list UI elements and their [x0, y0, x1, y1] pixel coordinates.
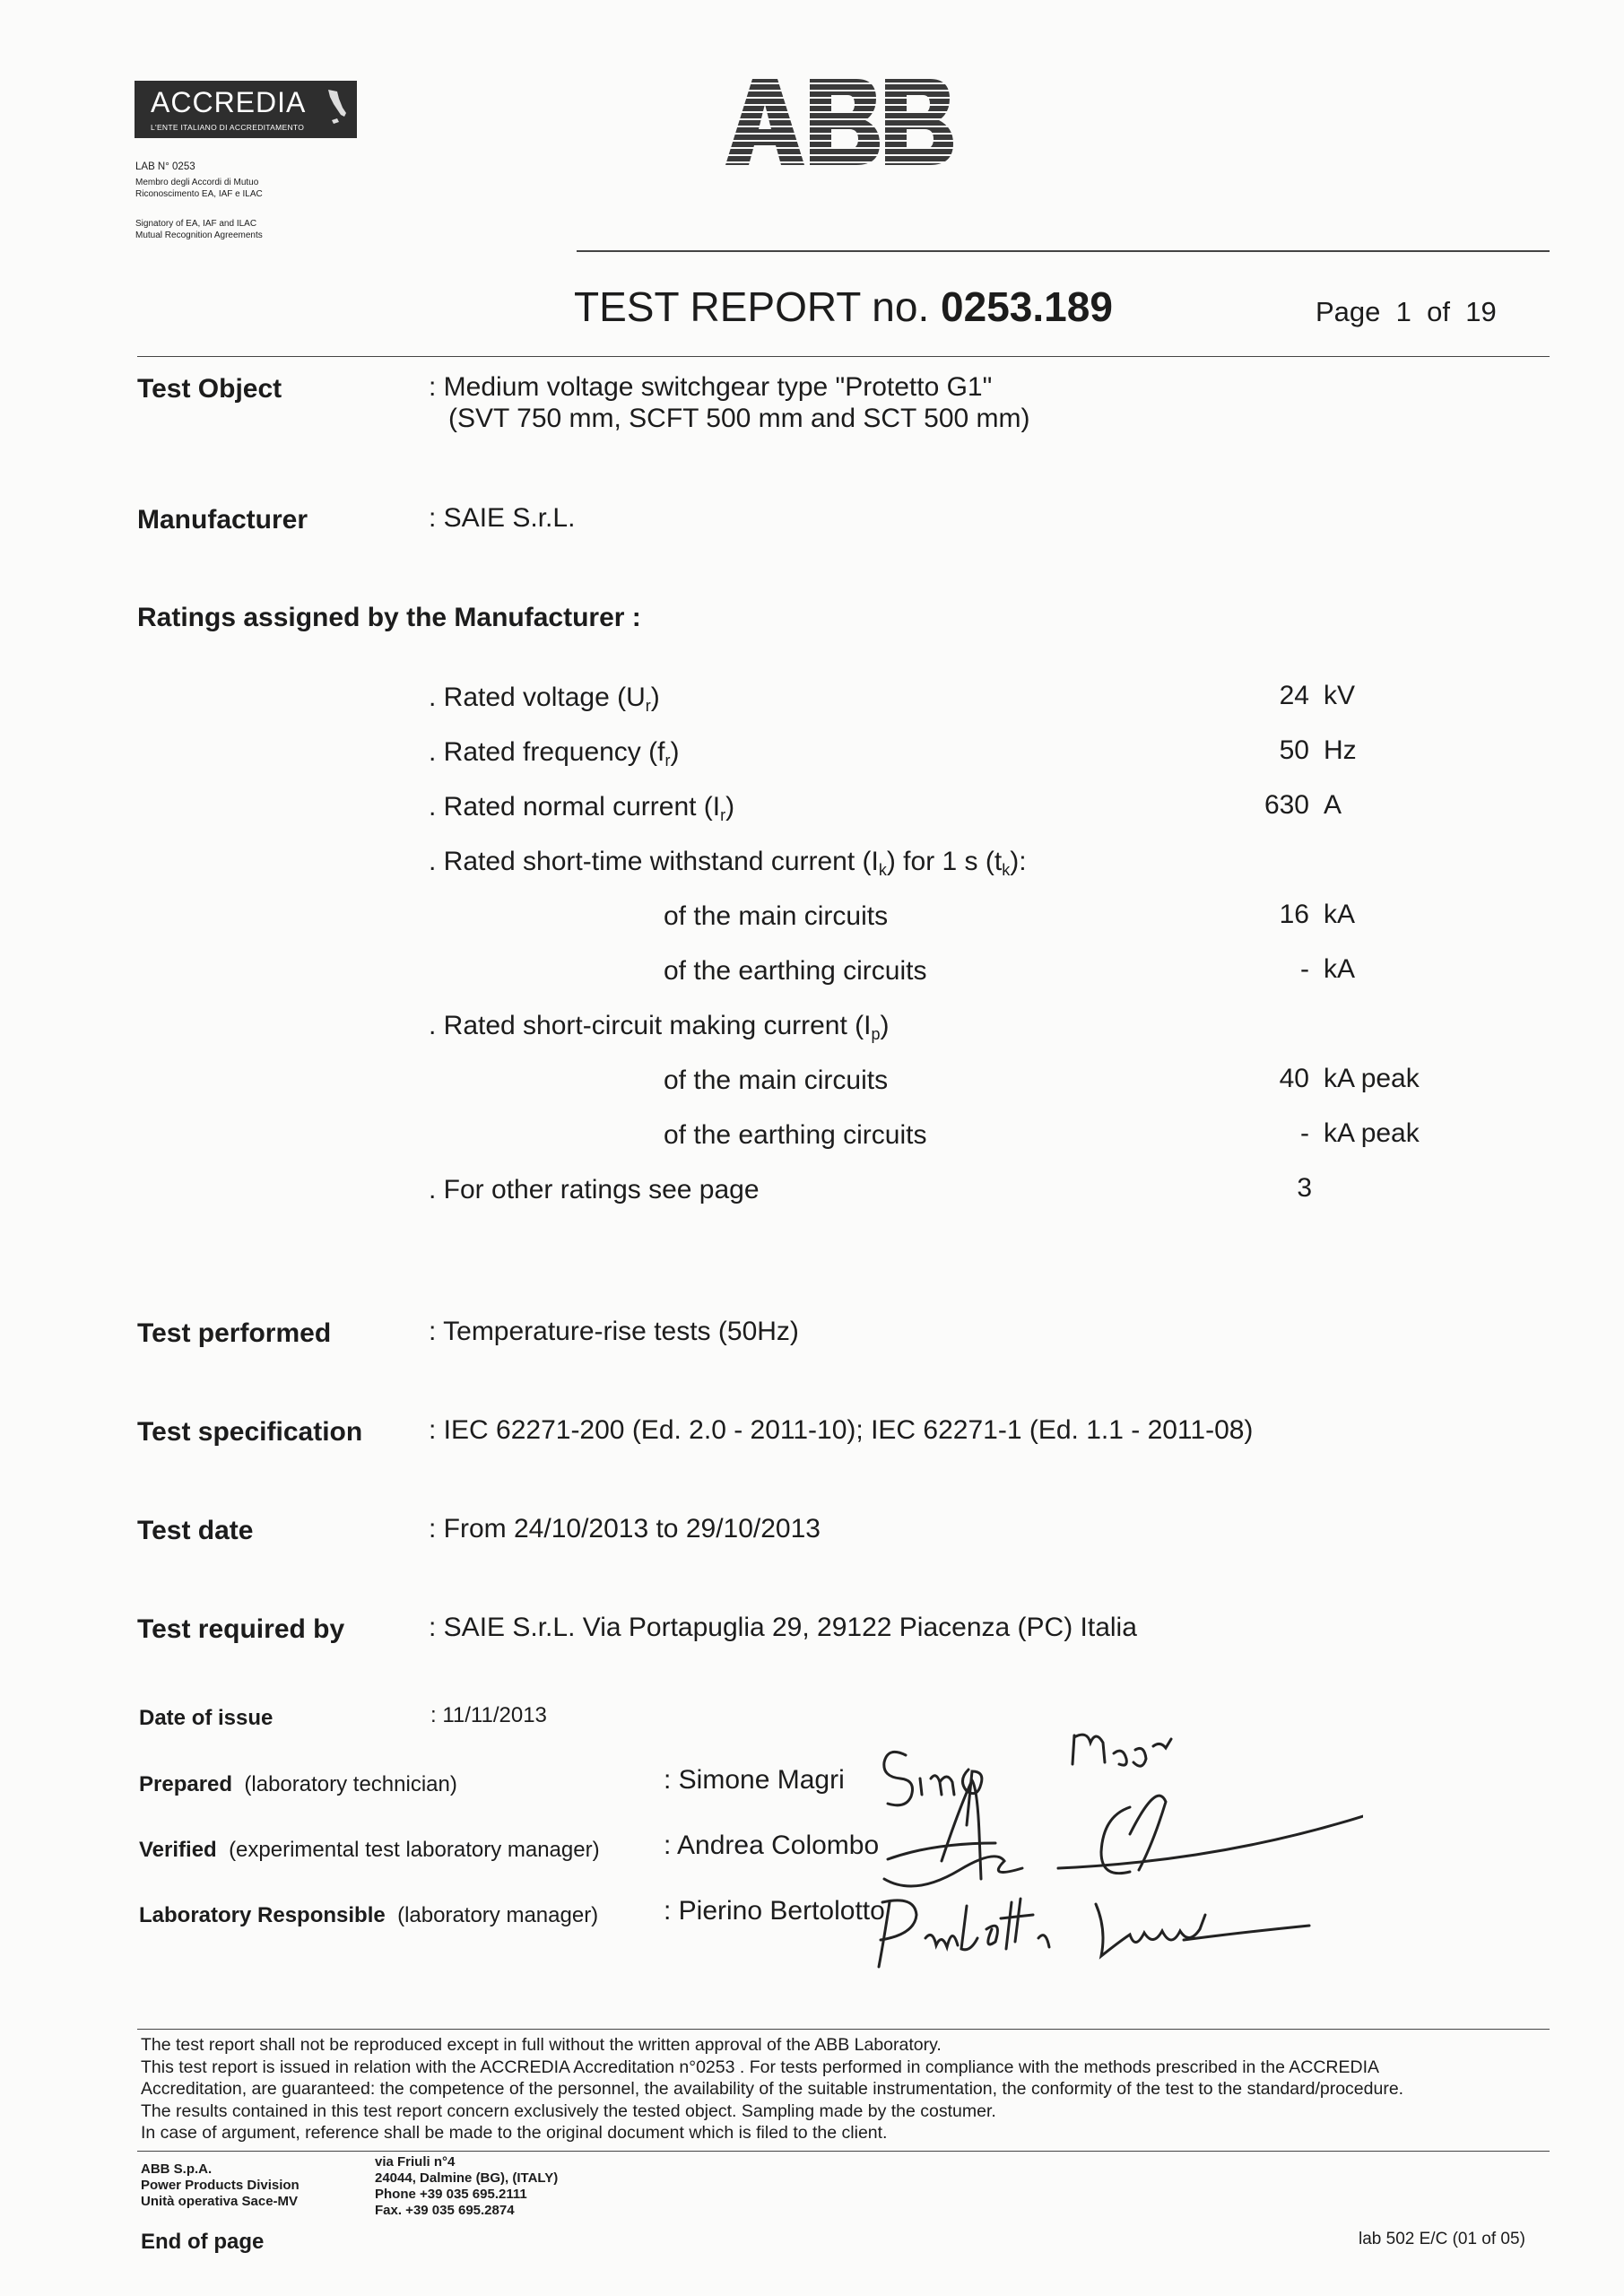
test-specification-label: Test specification: [137, 1417, 363, 1447]
footer-address: [375, 2154, 558, 2219]
short-time-current-label: . Rated short-time withstand current $(I_k)$ for 1 s $(t_k)$:: [429, 847, 1027, 879]
footer-city: 24044, Dalmine (BG), (ITALY): [375, 2170, 559, 2186]
verified-name: : Andrea Colombo: [664, 1831, 880, 1860]
footer-fax: Fax. +39 035 695.2874: [375, 2203, 515, 2218]
page-label: Page: [1316, 296, 1381, 327]
page-current: 1: [1395, 296, 1411, 327]
manufacturer-label: Manufacturer: [137, 505, 308, 535]
mk-earthing-circuits-unit: kA peak: [1324, 1118, 1420, 1148]
date-of-issue-label: Date of issue: [139, 1706, 274, 1730]
page-indicator: [1316, 296, 1497, 328]
other-ratings-label: . For other ratings see page: [429, 1175, 760, 1205]
footer-company-name: ABB S.p.A.: [141, 2161, 213, 2177]
disclaimer-line: In case of argument, reference shall be made to the original document which is filed to the client.: [141, 2123, 888, 2143]
rated-voltage-label: . Rated voltage $(U_r)$: [429, 683, 660, 715]
st-main-circuits-unit: kA: [1324, 900, 1356, 929]
disclaimer-line: This test report is issued in relation with the ACCREDIA Accreditation n°0253 . For tests performed in compliance with the methods prescribed in the ACCREDIA: [141, 2057, 1380, 2077]
manufacturer-value: : SAIE S.r.L.: [429, 503, 576, 533]
disclaimer: [141, 2034, 1558, 2144]
italy-icon: [325, 88, 348, 129]
prepared-label: Prepared (laboratory technician): [139, 1772, 457, 1796]
mk-earthing-circuits-label: of the earthing circuits: [664, 1120, 927, 1150]
footer-unit: Unità operativa Sace-MV: [141, 2194, 299, 2209]
rated-voltage-value: 24: [1279, 681, 1309, 710]
disclaimer-rule-bottom: [137, 2151, 1550, 2152]
handwritten-signatures: [861, 1726, 1363, 1978]
making-current-label: . Rated short-circuit making current $(I_p)$: [429, 1011, 890, 1043]
footer-division: Power Products Division: [141, 2178, 300, 2193]
mk-earthing-circuits-value: -: [1300, 1118, 1309, 1148]
test-required-by-label: Test required by: [137, 1614, 345, 1644]
header-rule: [577, 250, 1550, 252]
st-earthing-circuits-value: -: [1300, 954, 1309, 984]
accredia-name: ACCREDIA: [151, 86, 307, 118]
disclaimer-line: Accreditation, are guaranteed: the competence of the personnel, the availability of the suitable instrumentation, the conformity of the test to the standard/procedure.: [141, 2079, 1404, 2099]
test-specification-value: : IEC 62271-200 (Ed. 2.0 - 2011-10); IEC 62271-1 (Ed. 1.1 - 2011-08): [429, 1415, 1254, 1445]
rated-frequency-value: 50: [1279, 735, 1309, 765]
footer-company: [141, 2161, 300, 2210]
rated-normal-current-value: 630: [1264, 790, 1309, 820]
date-of-issue-value: : 11/11/2013: [430, 1703, 547, 1727]
st-main-circuits-value: 16: [1279, 900, 1309, 929]
mk-main-circuits-value: 40: [1279, 1064, 1309, 1093]
signatory-line-1: Signatory of EA, IAF and ILAC: [135, 219, 257, 229]
test-object-value: : Medium voltage switchgear type "Protetto G1": [429, 372, 993, 402]
st-earthing-circuits-label: of the earthing circuits: [664, 956, 927, 986]
disclaimer-rule-top: [137, 2029, 1550, 2030]
footer-street: via Friuli n°4: [375, 2154, 456, 2170]
ratings-heading: Ratings assigned by the Manufacturer :: [137, 603, 641, 632]
end-of-page: End of page: [141, 2230, 265, 2254]
rated-normal-current-unit: A: [1324, 790, 1342, 820]
responsible-name: : Pierino Bertolotto: [664, 1896, 885, 1926]
lab-description-2: Riconoscimento EA, IAF e ILAC: [135, 189, 263, 199]
test-date-label: Test date: [137, 1516, 254, 1545]
prepared-name: : Simone Magri: [664, 1765, 845, 1795]
other-ratings-page: 3: [1297, 1173, 1312, 1203]
rated-frequency-label: . Rated frequency $(f_r)$: [429, 737, 680, 770]
accredia-logo: [135, 81, 357, 138]
disclaimer-line: The test report shall not be reproduced except in full without the written approval of the ABB Laboratory.: [141, 2035, 942, 2055]
test-object-label: Test Object: [137, 374, 282, 404]
rated-frequency-unit: Hz: [1324, 735, 1357, 765]
footer-phone: Phone +39 035 695.2111: [375, 2187, 527, 2202]
lab-description-1: Membro degli Accordi di Mutuo: [135, 178, 259, 187]
test-date-value: : From 24/10/2013 to 29/10/2013: [429, 1514, 821, 1544]
rated-normal-current-label: . Rated normal current $(I_r)$: [429, 792, 735, 824]
abb-logo: [722, 77, 955, 167]
mk-main-circuits-label: of the main circuits: [664, 1065, 889, 1095]
report-title: [574, 283, 1113, 331]
form-code: lab 502 E/C (01 of 05): [1359, 2230, 1525, 2248]
st-earthing-circuits-unit: kA: [1324, 954, 1356, 984]
page-total: 19: [1465, 296, 1497, 327]
rated-voltage-unit: kV: [1324, 681, 1356, 710]
signatory-line-2: Mutual Recognition Agreements: [135, 230, 263, 240]
test-required-by-value: : SAIE S.r.L. Via Portapuglia 29, 29122 Piacenza (PC) Italia: [429, 1613, 1137, 1642]
report-number: 0253.189: [941, 283, 1113, 330]
test-performed-value: : Temperature-rise tests (50Hz): [429, 1317, 799, 1346]
report-title-prefix: TEST REPORT no.: [574, 283, 930, 330]
accredia-subtitle: L'ENTE ITALIANO DI ACCREDITAMENTO: [151, 123, 305, 132]
st-main-circuits-label: of the main circuits: [664, 901, 889, 931]
lab-number: LAB N° 0253: [135, 161, 195, 172]
mk-main-circuits-unit: kA peak: [1324, 1064, 1420, 1093]
laboratory-responsible-label: Laboratory Responsible (laboratory manager): [139, 1903, 599, 1927]
test-object-detail: (SVT 750 mm, SCFT 500 mm and SCT 500 mm): [448, 404, 1030, 433]
title-rule: [137, 356, 1550, 357]
disclaimer-line: The results contained in this test report concern exclusively the tested object. Sampling made by the costumer.: [141, 2100, 996, 2121]
test-performed-label: Test performed: [137, 1318, 332, 1348]
page-of: of: [1427, 296, 1450, 327]
verified-label: Verified (experimental test laboratory manager): [139, 1838, 600, 1862]
